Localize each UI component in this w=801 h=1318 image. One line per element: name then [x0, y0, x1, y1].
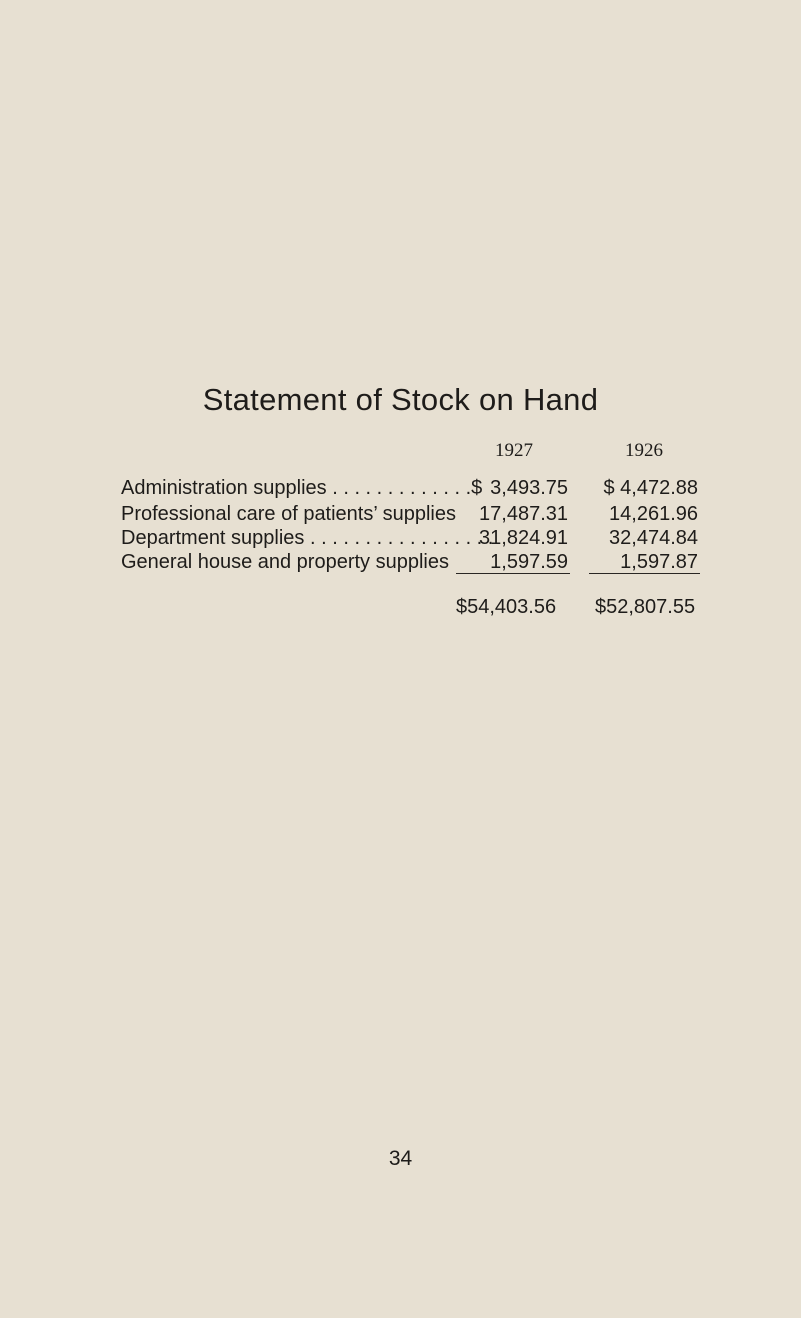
- total-1927: $54,403.56: [456, 596, 557, 618]
- table-row: [121, 527, 701, 551]
- row-label: General house and property supplies: [121, 551, 449, 573]
- value-1926: $ 4,472.88: [603, 477, 698, 499]
- row-label: Administration supplies . . . . . . . . . . . . .$: [121, 477, 483, 499]
- row-label: Department supplies . . . . . . . . . . . . . . . . .: [121, 527, 494, 549]
- value-1927: 17,487.31: [479, 503, 568, 525]
- table-row: [121, 551, 701, 575]
- total-rule-1926: [589, 573, 700, 574]
- table-row: [121, 503, 701, 527]
- value-1926: 1,597.87: [620, 551, 698, 573]
- value-1926: 14,261.96: [609, 503, 698, 525]
- total-1926: $52,807.55: [595, 596, 696, 618]
- table-row: [121, 477, 701, 501]
- row-label: Professional care of patients’ supplies: [121, 503, 456, 525]
- value-1927: 3,493.75: [490, 477, 568, 499]
- value-1927: 1,597.59: [490, 551, 568, 573]
- page-title: Statement of Stock on Hand: [202, 382, 599, 417]
- column-header-1927: 1927: [495, 440, 533, 461]
- column-header-1926: 1926: [625, 440, 663, 461]
- total-rule-1927: [456, 573, 570, 574]
- page-number: 34: [388, 1147, 413, 1170]
- value-1926: 32,474.84: [609, 527, 698, 549]
- value-1927: 31,824.91: [479, 527, 568, 549]
